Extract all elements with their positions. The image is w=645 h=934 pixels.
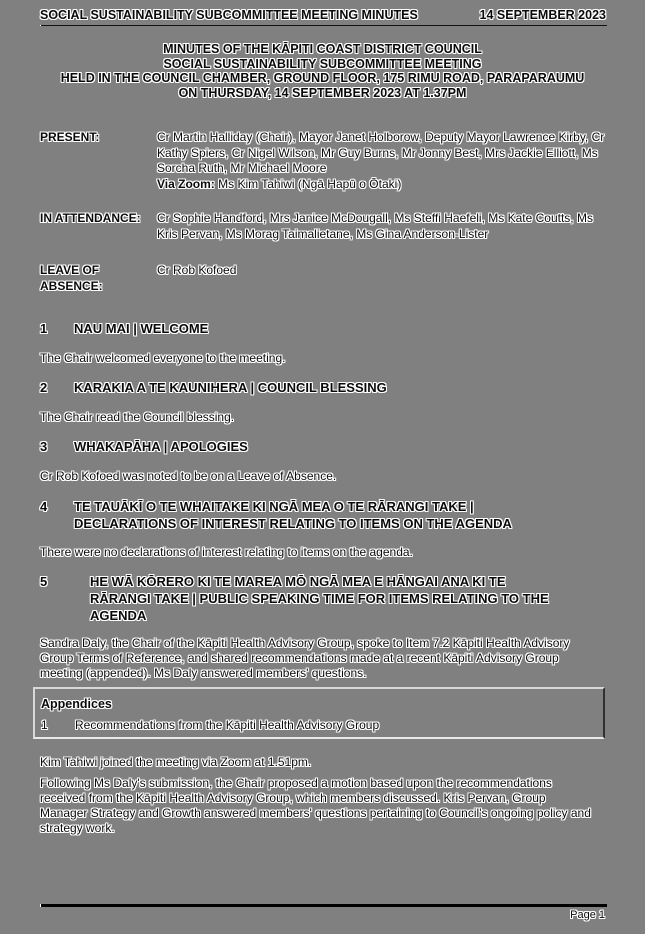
section-title-line: AGENDA xyxy=(90,608,147,623)
appendix-number: 1 xyxy=(41,718,48,732)
section-title-line: TE TAUĀKĪ O TE WHAITAKE KI NGĀ MEA O TE RĀRANGI TAKE | xyxy=(74,499,474,514)
section-2-body: The Chair read the Council blessing. xyxy=(40,410,235,424)
section-title-line: HE WĀ KŌRERO KI TE MAREA MŌ NGĀ MEA E HĀNGAI ANA KI TE xyxy=(90,574,506,589)
section-title-line: DECLARATIONS OF INTEREST RELATING TO ITEMS ON THE AGENDA xyxy=(74,516,512,531)
present-label: PRESENT: xyxy=(40,130,100,144)
section-title: WHAKAPĀHA | APOLOGIES xyxy=(74,439,248,454)
page-number: Page 1 xyxy=(570,909,605,921)
leave-label-1: LEAVE OF xyxy=(40,263,100,277)
section-3-body: Cr Rob Kofoed was noted to be on a Leave of Absence. xyxy=(40,469,337,483)
section-number: 3 xyxy=(40,439,48,454)
present-block xyxy=(40,130,610,192)
header-rule xyxy=(40,25,607,26)
section-5-body: Sandra Daly, the Chair of the Kāpiti Health Advisory Group, spoke to Item 7.2 Kāpiti Health Advisory Group Terms of Reference, and shared recommendations made at a recent Kāpiti Advisory Group meeting (appended). Ms Daly answered members' questions. xyxy=(40,636,570,680)
section-number: 5 xyxy=(40,574,48,589)
appendices-heading: Appendices xyxy=(41,697,112,711)
via-zoom-label: Via Zoom: xyxy=(157,176,215,191)
section-4-heading xyxy=(40,498,600,532)
document-title xyxy=(0,42,645,100)
title-line-4: ON THURSDAY, 14 SEPTEMBER 2023 AT 1.37PM xyxy=(178,85,467,100)
running-header xyxy=(40,8,606,22)
leave-label-2: ABSENCE: xyxy=(40,278,103,293)
title-line-3: HELD IN THE COUNCIL CHAMBER, GROUND FLOOR, 175 RIMU ROAD, PARAPARAUMU xyxy=(60,71,585,85)
section-title: KARAKIA A TE KAUNIHERA | COUNCIL BLESSING xyxy=(74,380,387,395)
present-text: Cr Martin Halliday (Chair), Mayor Janet Holborow, Deputy Mayor Lawrence Kirby, Cr Kathy Spiers, Cr Nigel Wilson, Mr Guy Burns, Mr Jonny Best, Mrs Jackie Elliott, Ms Sorcha Ruth, Mr Michael Moore xyxy=(157,130,605,175)
appendix-label[interactable]: Recommendations from the Kāpiti Health Advisory Group xyxy=(75,718,380,732)
via-zoom-text: Ms Kim Tahiwi (Ngā Hapū o Ōtaki) xyxy=(218,176,402,191)
tahiwi-joined-text: Kim Tahiwi joined the meeting via Zoom at 1.51pm. xyxy=(40,755,312,769)
appendix-item[interactable] xyxy=(41,718,379,732)
attendance-block xyxy=(40,211,610,242)
section-1-heading xyxy=(40,320,600,337)
section-title-line: RĀRANGI TAKE | PUBLIC SPEAKING TIME FOR ITEMS RELATING TO THE xyxy=(90,591,549,606)
title-line-1: MINUTES OF THE KĀPITI COAST DISTRICT COUNCIL xyxy=(163,42,482,56)
section-number: 4 xyxy=(40,499,48,514)
attendance-text: Cr Sophie Handford, Mrs Janice McDougall, Ms Steffi Haefeli, Ms Kate Coutts, Ms Kris Pervan, Ms Morag Taimalietane, Ms Gina Anderson-Lister xyxy=(157,211,593,241)
section-3-heading xyxy=(40,438,600,455)
attendance-label: IN ATTENDANCE: xyxy=(40,211,141,225)
section-number: 2 xyxy=(40,380,48,395)
footer-rule xyxy=(40,904,607,907)
title-line-2: SOCIAL SUSTAINABILITY SUBCOMMITTEE MEETING xyxy=(163,56,482,71)
section-1-body: The Chair welcomed everyone to the meeting. xyxy=(40,351,286,365)
header-title: SOCIAL SUSTAINABILITY SUBCOMMITTEE MEETING MINUTES xyxy=(40,8,418,22)
motion-paragraph: Following Ms Daly's submission, the Chair proposed a motion based upon the recommendations received from the Kāpiti Health Advisory Group, which members discussed. Kris Pervan, Group Manager Strategy and Growth answered members' questions pertaining to Council's ongoing policy and strategy work. xyxy=(40,776,591,835)
leave-text: Cr Rob Kofoed xyxy=(157,263,237,277)
section-number: 1 xyxy=(40,321,48,336)
section-2-heading xyxy=(40,379,600,396)
section-5-heading xyxy=(40,573,600,624)
appendices-box xyxy=(33,687,605,739)
section-4-body: There were no declarations of interest relating to items on the agenda. xyxy=(40,545,413,559)
header-date: 14 SEPTEMBER 2023 xyxy=(479,8,606,22)
leave-block xyxy=(40,263,610,294)
section-title: NAU MAI | WELCOME xyxy=(74,321,209,336)
